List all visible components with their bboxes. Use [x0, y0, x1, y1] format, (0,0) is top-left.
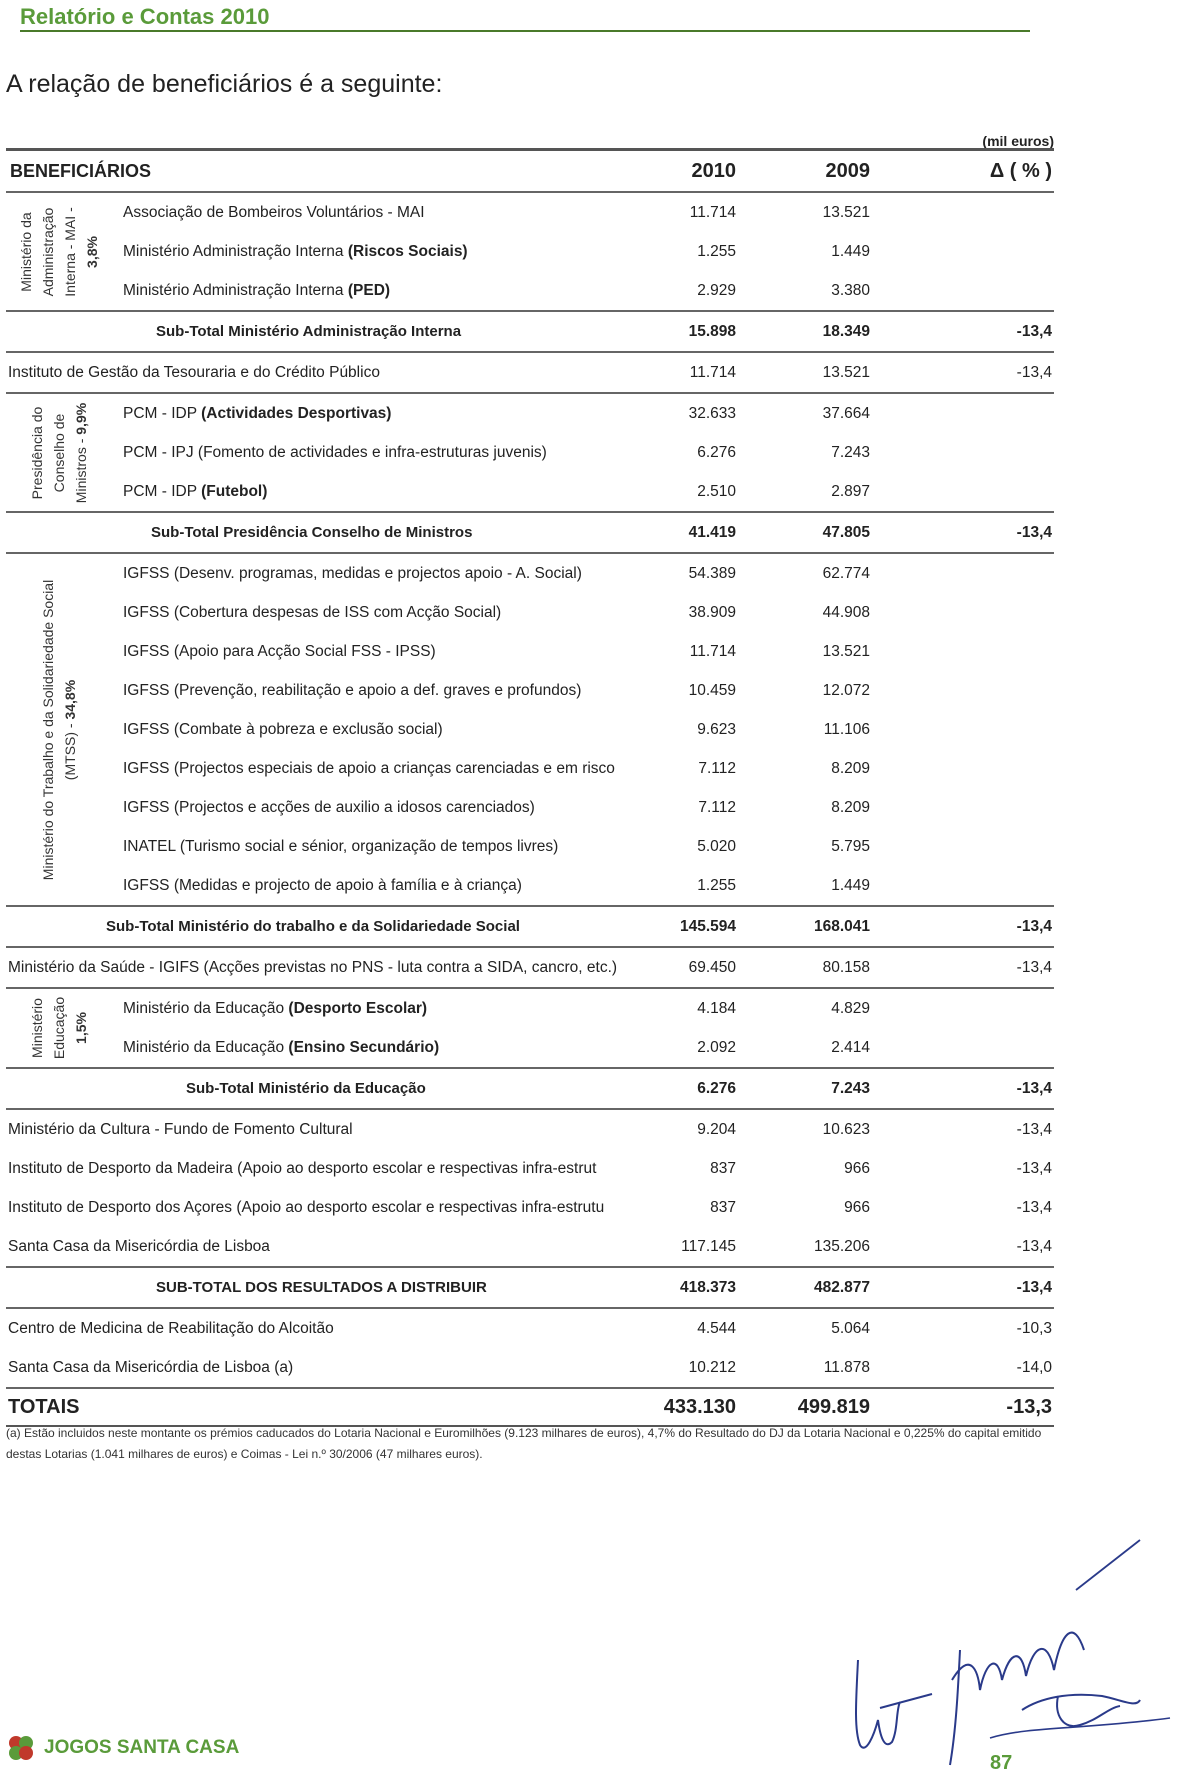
header-beneficiarios: BENEFICIÁRIOS [6, 150, 656, 193]
table-header-row [6, 150, 1054, 193]
signature-stroke [950, 1633, 1084, 1765]
table-row: Presidência do Conselho de Ministros - 9,9% PCM - IDP (Actividades Desportivas) 32.633 37.664 [6, 393, 1054, 433]
table-row: Ministério Administração Interna (PED) 2.929 3.380 [123, 281, 871, 299]
footnote: (a) Estão incluidos neste montante os prémios caducados do Lotaria Nacional e Euromilhões (9.123 milhares de euros), 4,7% do Resultado do DJ da Lotaria Nacional e 0,225% do capital emitido destas Lotarias (1.041 milhares de euros) e Coimas - Lei n.º 30/2006 (47 milhares euros). [6, 1426, 1042, 1461]
totals-row: TOTAIS 433.130 499.819 -13,3 [6, 1388, 1054, 1426]
subtotal-row: Sub-Total Presidência Conselho de Ministros 41.419 47.805 -13,4 [6, 512, 1054, 553]
report-title: Relatório e Contas 2010 [20, 4, 270, 29]
handwritten-signatures [840, 1530, 1200, 1780]
signature-stroke [1076, 1540, 1140, 1590]
table-row: Ministério do Trabalho e da Solidariedade Social (MTSS) - 34,8% IGFSS (Desenv. programas, medidas e projectos apoio - A. Social) 54.389 62.774 [6, 553, 1054, 593]
table-row: IGFSS (Combate à pobreza e exclusão social) 9.623 11.106 [123, 720, 871, 738]
subtotal-row: Sub-Total Ministério do trabalho e da Solidariedade Social 145.594 168.041 -13,4 [6, 906, 1054, 947]
table-row: IGFSS (Cobertura despesas de ISS com Acção Social) 38.909 44.908 [123, 603, 871, 621]
table-row: Ministério Administração Interna (Riscos Sociais) 1.255 1.449 [123, 242, 871, 260]
subtotal-row: SUB-TOTAL DOS RESULTADOS A DISTRIBUIR 418.373 482.877 -13,4 [6, 1267, 1054, 1308]
page-header [20, 4, 1030, 32]
table-row: Ministério da Saúde - IGIFS (Acções previstas no PNS - luta contra a SIDA, cancro, etc.) 69.450 80.158 -13,4 [6, 947, 1054, 988]
intro-text: A relação de beneficiários é a seguinte: [6, 70, 443, 98]
group-label-mtss: Ministério do Trabalho e da Solidariedade Social (MTSS) - 34,8% [6, 553, 111, 906]
subtotal-row: Sub-Total Ministério da Educação 6.276 7.243 -13,4 [6, 1068, 1054, 1109]
subtotal-row: Sub-Total Ministério Administração Interna 15.898 18.349 -13,4 [6, 311, 1054, 352]
table-row: Ministério da Cultura - Fundo de Fomento Cultural 9.204 10.623 -13,4 [6, 1109, 1054, 1149]
group-label-me: Ministério Educação 1,5% [6, 988, 111, 1068]
table-row: Ministério da Educação (Ensino Secundário) 2.092 2.414 [123, 1038, 871, 1056]
page-number: 87 [990, 1752, 1013, 1774]
table-row: IGFSS (Medidas e projecto de apoio à família e à criança) 1.255 1.449 [123, 876, 871, 894]
table-row: IGFSS (Apoio para Acção Social FSS - IPSS) 11.714 13.521 [123, 642, 871, 660]
group-label-pcm: Presidência do Conselho de Ministros - 9,9% [6, 393, 111, 512]
footer-logo [6, 1733, 239, 1763]
group-label-mai: Ministério da Administração Interna - MAI - 3,8% [6, 192, 111, 311]
table-row: Ministério da Administração Interna - MAI - 3,8% Associação de Bombeiros Voluntários - MAI 11.714 13.521 [6, 192, 1054, 232]
beneficiaries-table [6, 148, 1054, 1427]
header-delta: Δ ( % ) [906, 150, 1054, 193]
signature-stroke [990, 1718, 1170, 1738]
header-2009: 2009 [756, 150, 906, 193]
table-row: Instituto de Desporto dos Açores (Apoio ao desporto escolar e respectivas infra-estrutu 837 966 -13,4 [8, 1198, 1053, 1216]
table-row: PCM - IPJ (Fomento de actividades e infra-estruturas juvenis) 6.276 7.243 [123, 443, 871, 461]
unit-label: (mil euros) [982, 133, 1054, 149]
table-row: Instituto de Gestão da Tesouraria e do Crédito Público 11.714 13.521 -13,4 [6, 352, 1054, 393]
table-row: PCM - IDP (Futebol) 2.510 2.897 [123, 482, 871, 500]
header-2010: 2010 [656, 150, 756, 193]
table-row: IGFSS (Projectos e acções de auxilio a idosos carenciados) 7.112 8.209 [123, 798, 871, 816]
table-row: Ministério Educação 1,5% Ministério da Educação (Desporto Escolar) 4.184 4.829 [6, 988, 1054, 1028]
brand-name: JOGOS SANTA CASA [44, 1737, 240, 1758]
table-row: Centro de Medicina de Reabilitação do Alcoitão 4.544 5.064 -10,3 [6, 1308, 1054, 1348]
table-row: IGFSS (Projectos especiais de apoio a crianças carenciadas e em risco 7.112 8.209 [123, 759, 871, 777]
table-row: Santa Casa da Misericórdia de Lisboa 117.145 135.206 -13,4 [8, 1237, 1053, 1255]
table-row: Santa Casa da Misericórdia de Lisboa (a) 10.212 11.878 -14,0 [8, 1358, 1053, 1376]
table-row: Instituto de Desporto da Madeira (Apoio ao desporto escolar e respectivas infra-estrut 837 966 -13,4 [8, 1159, 1053, 1177]
signature-stroke [1022, 1695, 1140, 1726]
table-row: INATEL (Turismo social e sénior, organização de tempos livres) 5.020 5.795 [123, 837, 871, 855]
table-row: IGFSS (Prevenção, reabilitação e apoio a def. graves e profundos) 10.459 12.072 [123, 681, 871, 699]
clover-icon [6, 1733, 36, 1763]
signature-stroke [856, 1660, 932, 1748]
